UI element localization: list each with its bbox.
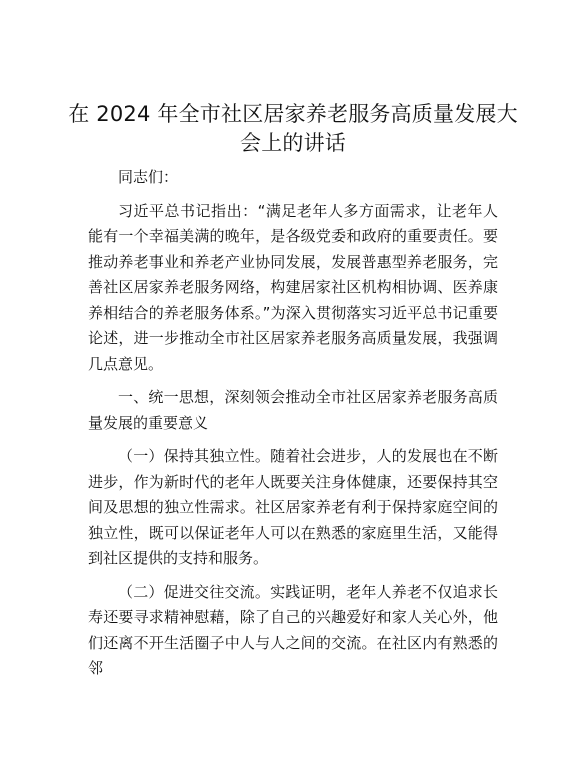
salutation: 同志们： [118,168,179,186]
paragraph-intro: 习近平总书记指出：“满足老年人多方面需求，让老年人能有一个幸福美满的晚年，是各级党委和政府的重要责任。要推动养老事业和养老产业协同发展，发展普惠型养老服务，完善社区居家养老服务网络，构建居家社区机构相协调、医养康养相结合的养老服务体系。”为深入贯彻落实习近平总书记重要论述，进一步推动全市社区居家养老服务高质量发展，我强调几点意见。 [88,201,498,373]
section-heading-1: 一、统一思想，深刻领会推动全市社区居家养老服务高质量发展的重要意义 [88,388,498,432]
document-body [88,165,498,682]
paragraph-independence: （一）保持其独立性。随着社会进步，人的发展也在不断进步，作为新时代的老年人既要关注身体健康，还要保持其空间及思想的独立性需求。社区居家养老有利于保持家庭空间的独立性，既可以保证老年人可以在熟悉的家庭里生活，又能得到社区提供的支持和服务。 [88,447,498,567]
document-title: 在 2024 年全市社区居家养老服务高质量发展大会上的讲话 [68,102,518,155]
paragraph-communication: （二）促进交往交流。实践证明，老年人养老不仅追求长寿还要寻求精神慰藉，除了自己的兴趣爱好和家人关心外，他们还离不开生活圈子中人与人之间的交流。在社区内有熟悉的邻 [88,582,498,677]
